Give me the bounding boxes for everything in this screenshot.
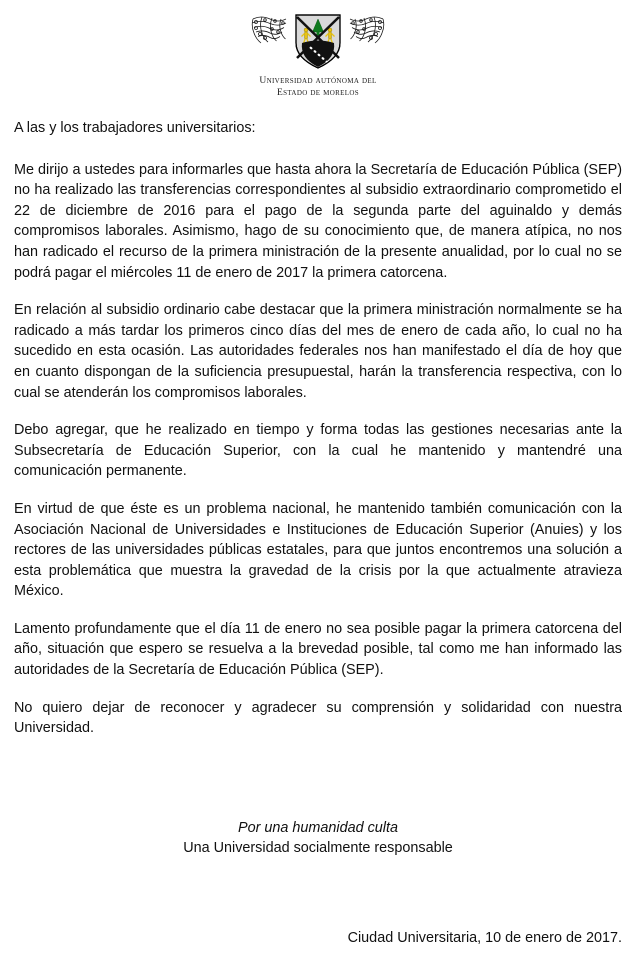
motto-line-1: Por una humanidad culta (237, 820, 398, 836)
letter-body (14, 118, 622, 739)
paragraph-4: En virtud de que éste es un problema nacional, he mantenido también comunicación con la Asociación Nacional de Universidades e Instituciones de Educación Superior (Anuies) y los rectores de las universidades públicas estatales, para que juntos encontremos una solución a esta problemática que muestra la gravedad de la crisis por la que actualmente atravieza México. (14, 500, 622, 600)
paragraph-5: Lamento profundamente que el día 11 de enero no sea posible pagar la primera catorcena del año, situación que espero se resuelva a la brevedad posible, tal como me han informado las autoridades de la Secretaría de Educación Pública (SEP). (14, 620, 622, 679)
institution-name-line-1: Universidad autónoma del (259, 76, 377, 86)
letterhead (0, 0, 636, 99)
place-and-date: Ciudad Universitaria, 10 de enero de 2017. (347, 930, 622, 946)
uaem-coat-of-arms-icon (250, 12, 386, 70)
paragraph-1: Me dirijo a ustedes para informarles que hasta ahora la Secretaría de Educación Pública (SEP) no ha realizado las transferencias correspondientes al subsidio extraordinario comprometido el 22 de diciembre de 2016 para el pago de la segunda parte del aguinaldo y demás compromisos laborales. Asimismo, hago de su conocimiento que, de manera atípica, no nos han radicado el recurso de la primera ministración de la presente anualidad, por lo cual no se podrá pagar el miércoles 11 de enero de 2017 la primera catorcena. (14, 161, 622, 281)
paragraph-6: No quiero dejar de reconocer y agradecer su comprensión y solidaridad con nuestra Universidad. (14, 699, 622, 737)
paragraph-2: En relación al subsidio ordinario cabe destacar que la primera ministración normalmente se ha radicado a más tardar los primeros cinco días del mes de enero de cada año, lo cual no ha sucedido en esta ocasión. Las autoridades federales nos han manifestado el día de hoy que en cuanto dispongan de la suficiencia presupuestal, harán la transferencia respectiva, con lo cual se atenderán los compromisos laborales. (14, 302, 622, 401)
motto-line-2: Una Universidad socialmente responsable (183, 840, 453, 856)
motto-block (0, 818, 636, 859)
institution-name-line-2: Estado de morelos (276, 87, 360, 98)
paragraph-3: Debo agregar, que he realizado en tiempo y forma todas las gestiones necesarias ante la Subsecretaría de Educación Superior, con la cual he mantenido y mantendré una comunicación permanente. (14, 422, 622, 480)
institution-name (259, 76, 376, 99)
salutation: A las y los trabajadores universitarios: (14, 120, 256, 136)
